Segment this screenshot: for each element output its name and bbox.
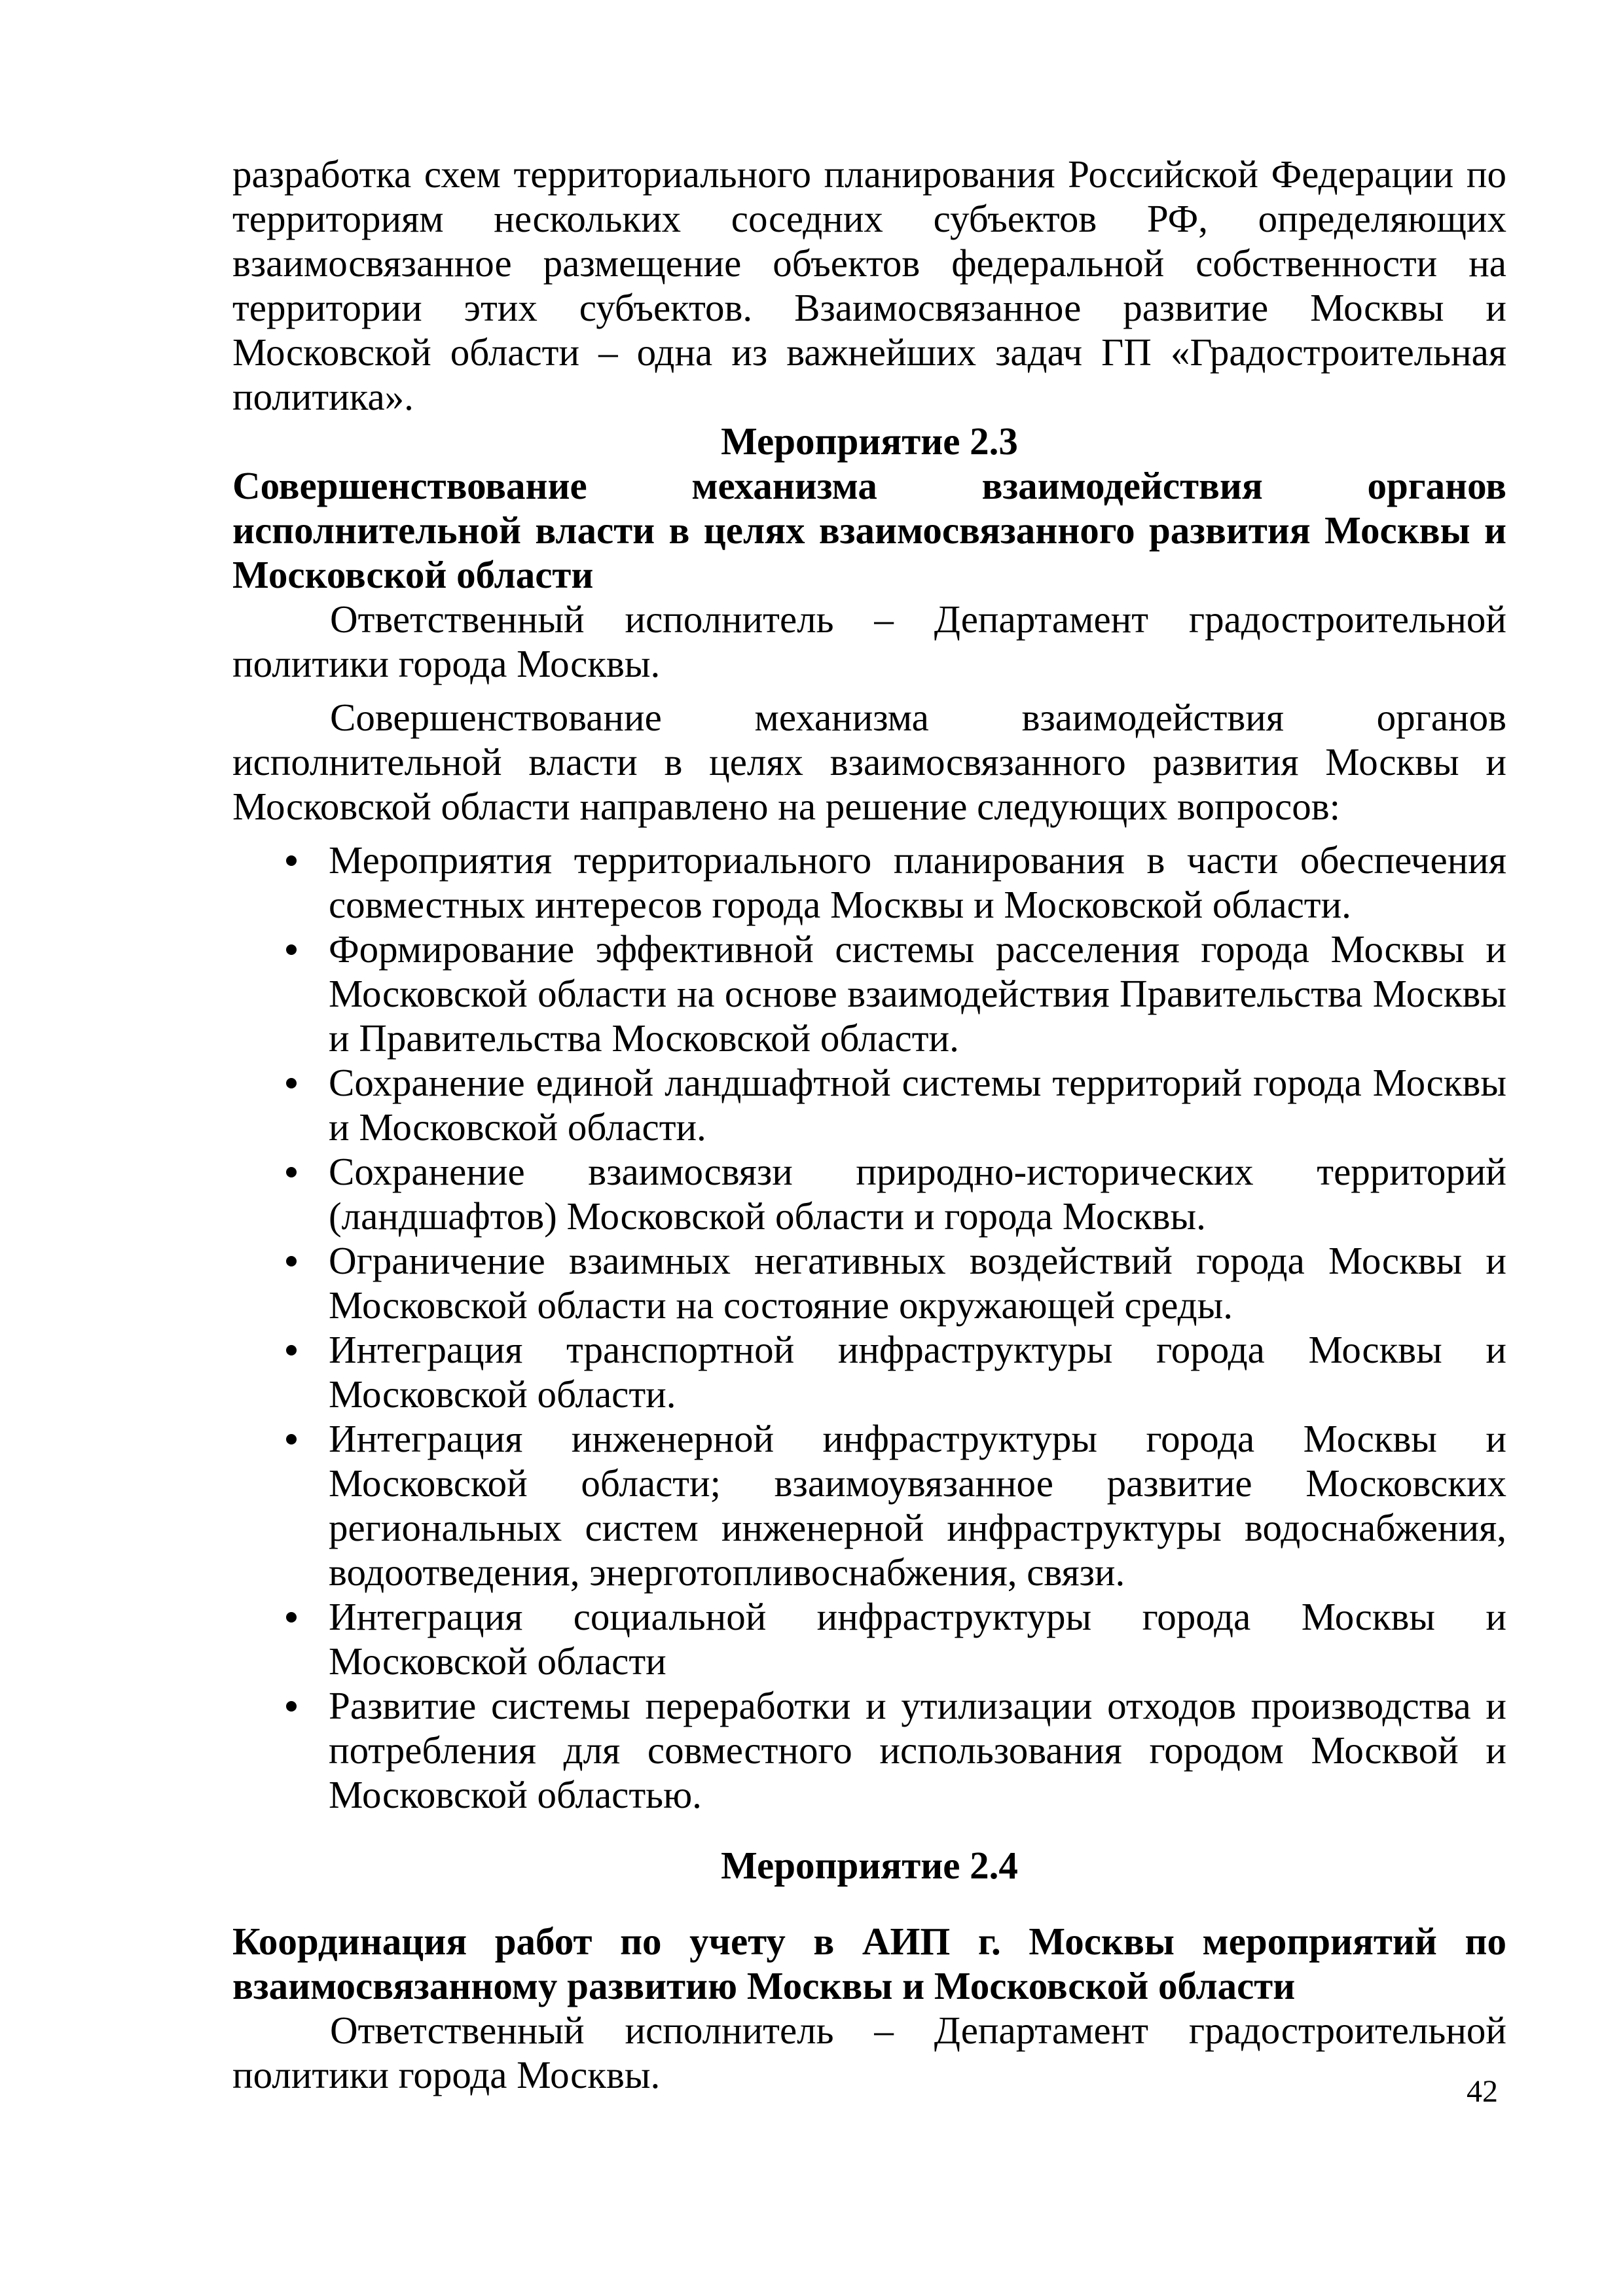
section-2-3-list <box>232 838 1506 1817</box>
list-item-text: Мероприятия территориального планирования в части обеспечения совместных интересов города Москвы и Московской области. <box>329 838 1506 926</box>
list-item <box>232 1238 1506 1327</box>
list-item <box>232 927 1506 1060</box>
list-item-text: Интеграция инженерной инфраструктуры города Москвы и Московской области; взаимоувязанное развитие Московских региональных систем инженерной инфраструктуры водоснабжения, водоотведения, энерготопливоснабжения, связи. <box>329 1417 1506 1594</box>
list-item-text: Интеграция социальной инфраструктуры города Москвы и Московской области <box>329 1595 1506 1683</box>
page-number: 42 <box>1467 2074 1498 2109</box>
bullet-icon <box>286 1434 297 1444</box>
section-2-4-label: Мероприятие 2.4 <box>721 1844 1018 1887</box>
list-item <box>232 1149 1506 1238</box>
list-item <box>232 1683 1506 1817</box>
section-2-3-label: Мероприятие 2.3 <box>721 420 1018 463</box>
bullet-icon <box>286 1701 297 1712</box>
list-item-text: Интеграция транспортной инфраструктуры города Москвы и Московской области. <box>329 1328 1506 1416</box>
list-item-text: Ограничение взаимных негативных воздействий города Москвы и Московской области на состояние окружающей среды. <box>329 1239 1506 1327</box>
bullet-icon <box>286 1078 297 1088</box>
document-page <box>232 152 1506 2097</box>
intro-paragraph: разработка схем территориального планирования Российской Федерации по территориям нескольких соседних субъектов РФ, определяющих взаимосвязанное размещение объектов федеральной собственности на территории этих субъектов. Взаимосвязанное развитие Москвы и Московской области – одна из важнейших задач ГП «Градостроительная политика». <box>232 152 1506 418</box>
list-item-text: Развитие системы переработки и утилизации отходов производства и потребления для совместного использования городом Москвой и Московской областью. <box>329 1684 1506 1816</box>
bullet-icon <box>286 1256 297 1266</box>
list-item-text: Сохранение взаимосвязи природно-исторических территорий (ландшафтов) Московской области и города Москвы. <box>329 1150 1506 1238</box>
list-item <box>232 1416 1506 1594</box>
bullet-icon <box>286 1345 297 1355</box>
list-item <box>232 1060 1506 1149</box>
bullet-icon <box>286 855 297 866</box>
bullet-icon <box>286 944 297 955</box>
section-2-3-title: Совершенствование механизма взаимодействия органов исполнительной власти в целях взаимосвязанного развития Москвы и Московской области <box>232 464 1506 596</box>
section-2-4-responsible: Ответственный исполнитель – Департамент градостроительной политики города Москвы. <box>232 2009 1506 2096</box>
list-item <box>232 1327 1506 1416</box>
section-2-3-responsible: Ответственный исполнитель – Департамент градостроительной политики города Москвы. <box>232 598 1506 685</box>
bullet-icon <box>286 1167 297 1177</box>
list-item-text: Формирование эффективной системы расселения города Москвы и Московской области на основе взаимодействия Правительства Москвы и Правительства Московской области. <box>329 927 1506 1060</box>
bullet-icon <box>286 1612 297 1623</box>
section-2-4-title: Координация работ по учету в АИП г. Москвы мероприятий по взаимосвязанному развитию Москвы и Московской области <box>232 1920 1506 2007</box>
section-2-3-intro: Совершенствование механизма взаимодействия органов исполнительной власти в целях взаимосвязанного развития Москвы и Московской области направлено на решение следующих вопросов: <box>232 696 1506 828</box>
list-item <box>232 1594 1506 1683</box>
list-item <box>232 838 1506 927</box>
list-item-text: Сохранение единой ландшафтной системы территорий города Москвы и Московской области. <box>329 1061 1506 1149</box>
